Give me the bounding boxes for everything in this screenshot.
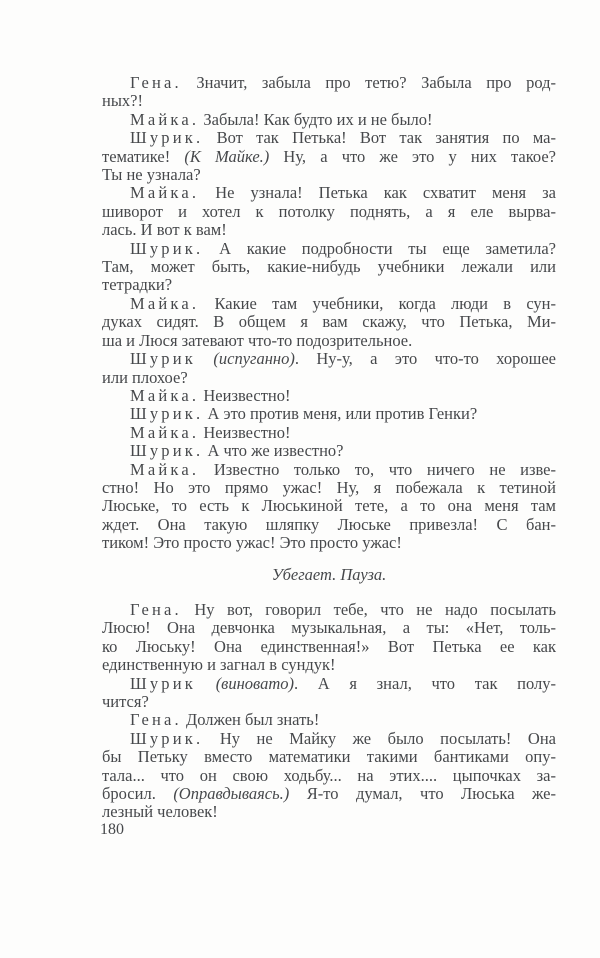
speaker-name: Гена. bbox=[130, 710, 182, 730]
dialogue-text: бросил. bbox=[102, 784, 174, 804]
paragraph bbox=[102, 405, 556, 423]
text-line bbox=[102, 111, 556, 129]
text-line bbox=[102, 148, 556, 166]
dialogue-text: Там, может быть, какие-нибудь учебники лежали или bbox=[102, 257, 556, 277]
text-line bbox=[102, 387, 556, 405]
speaker-name: Майка. bbox=[130, 183, 200, 203]
dialogue-text: Не узнала! Петька как схватит меня за bbox=[199, 183, 556, 203]
speaker-name: Майка. bbox=[130, 293, 200, 313]
text-line bbox=[102, 638, 556, 656]
dialogue-text: ша и Люся затевают что-то подозрительное. bbox=[102, 330, 413, 350]
text-line bbox=[102, 516, 556, 534]
dialogue-text: лась. И вот к вам! bbox=[102, 220, 227, 240]
dialogue-text: тиком! Это просто ужас! Это просто ужас! bbox=[102, 533, 402, 553]
paragraph bbox=[102, 295, 556, 350]
paragraph bbox=[102, 74, 556, 111]
dialogue-text: шиворот и хотел к потолку поднять, а я еле вырва- bbox=[102, 201, 556, 221]
dialogue-text: тетрадки? bbox=[102, 275, 173, 295]
text-line bbox=[102, 601, 556, 619]
dialogue-text: Известно только то, что ничего не изве- bbox=[199, 459, 556, 479]
stage-cue: (испуганно) bbox=[213, 349, 295, 369]
stage-direction bbox=[102, 566, 556, 584]
speaker-name: Шурик. bbox=[130, 238, 204, 258]
speaker-name: Шурик bbox=[130, 349, 196, 369]
dialogue-text: . А я знал, что так полу- bbox=[294, 673, 556, 693]
speaker-name: Гена. bbox=[130, 73, 182, 92]
text-line bbox=[102, 803, 556, 821]
text-line bbox=[102, 74, 556, 92]
paragraph bbox=[102, 424, 556, 442]
speaker-name: Майка. bbox=[130, 385, 200, 405]
dialogue-text: чится? bbox=[102, 692, 149, 711]
text-line bbox=[102, 534, 556, 552]
text-line bbox=[102, 221, 556, 239]
text-line bbox=[102, 258, 556, 276]
dialogue-text: Я-то думал, что Люська же- bbox=[289, 784, 556, 804]
paragraph bbox=[102, 601, 556, 675]
dialogue-text: тала... что он свою ходьбу... на этих.... цыпочках за- bbox=[102, 765, 556, 785]
speaker-name: Шурик. bbox=[130, 441, 204, 461]
text-line bbox=[102, 166, 556, 184]
text-line bbox=[102, 295, 556, 313]
dialogue-text: ждет. Она такую шляпку Люське привезла! С бан- bbox=[102, 514, 556, 534]
text-line bbox=[102, 350, 556, 368]
paragraph bbox=[102, 387, 556, 405]
dialogue-text: стно! Но это прямо ужас! Ну, я побежала к тетиной bbox=[102, 477, 556, 497]
text-line bbox=[102, 276, 556, 294]
paragraph bbox=[102, 442, 556, 460]
text-line bbox=[102, 240, 556, 258]
dialogue-text: Ну не Майку же было посылать! Она bbox=[203, 728, 556, 748]
text-line bbox=[102, 656, 556, 674]
dialogue-text: Ты не узнала? bbox=[102, 165, 201, 185]
paragraph bbox=[102, 184, 556, 239]
dialogue-text: Люське, то есть к Люськиной тете, а то она меня там bbox=[102, 496, 556, 516]
text-line bbox=[102, 369, 556, 387]
dialogue-text: дуках сидят. В общем я вам скажу, что Петька, Ми- bbox=[102, 312, 556, 332]
dialogue-text: Значит, забыла про тетю? Забыла про род- bbox=[181, 73, 556, 92]
speaker-name: Шурик. bbox=[130, 404, 204, 424]
stage-cue: (Оправдываясь.) bbox=[173, 784, 290, 804]
text-line bbox=[102, 92, 556, 110]
dialogue-text: Люсю! Она девчонка музыкальная, а ты: «Нет, толь- bbox=[102, 618, 556, 638]
paragraph bbox=[102, 730, 556, 822]
text-line bbox=[102, 785, 556, 803]
text-line bbox=[102, 461, 556, 479]
paragraph bbox=[102, 111, 556, 129]
text-line bbox=[102, 442, 556, 460]
dialogue-text: единственную и загнал в сундук! bbox=[102, 655, 336, 675]
dialogue-text bbox=[196, 349, 213, 368]
stage-cue: (К Майке.) bbox=[184, 146, 270, 166]
text-block bbox=[102, 74, 556, 822]
stage-cue: Убегает. Пауза. bbox=[271, 564, 387, 584]
speaker-name: Шурик. bbox=[130, 728, 204, 748]
dialogue-text: лезный человек! bbox=[102, 802, 218, 822]
text-line bbox=[102, 479, 556, 497]
dialogue-text: или плохое? bbox=[102, 367, 188, 387]
speaker-name: Майка. bbox=[130, 422, 200, 442]
paragraph bbox=[102, 129, 556, 184]
speaker-name: Майка. bbox=[130, 459, 200, 479]
paragraph bbox=[102, 461, 556, 553]
dialogue-text bbox=[196, 674, 216, 693]
speaker-name: Гена. bbox=[130, 599, 182, 619]
dialogue-text: А какие подробности ты еще заметила? bbox=[203, 238, 556, 258]
dialogue-text: Вот так Петька! Вот так занятия по ма- bbox=[203, 128, 556, 148]
speaker-name: Шурик bbox=[130, 673, 196, 693]
text-line bbox=[102, 184, 556, 202]
text-line bbox=[102, 129, 556, 147]
text-line bbox=[102, 748, 556, 766]
speaker-name: Майка. bbox=[130, 109, 200, 129]
text-line bbox=[102, 313, 556, 331]
dialogue-text: ко Люську! Она единственная!» Вот Петька ее как bbox=[102, 636, 556, 656]
text-line bbox=[102, 203, 556, 221]
text-line bbox=[102, 332, 556, 350]
text-line bbox=[102, 424, 556, 442]
dialogue-text: А что же известно? bbox=[203, 441, 344, 461]
dialogue-text: Ну, а что же это у них такое? bbox=[269, 146, 556, 166]
dialogue-text: Ну вот, говорил тебе, что не надо посылать bbox=[181, 599, 556, 619]
text-line bbox=[102, 619, 556, 637]
dialogue-text: . Ну-у, а это что-то хорошее bbox=[294, 349, 556, 369]
paragraph bbox=[102, 240, 556, 295]
dialogue-text: Какие там учебники, когда люди в сун- bbox=[199, 293, 556, 313]
text-line bbox=[102, 711, 556, 729]
speaker-name: Шурик. bbox=[130, 128, 204, 148]
dialogue-text: Неизвестно! bbox=[199, 385, 291, 405]
text-line bbox=[102, 767, 556, 785]
dialogue-text: Должен был знать! bbox=[181, 710, 320, 730]
dialogue-text: А это против меня, или против Генки? bbox=[203, 404, 478, 424]
paragraph bbox=[102, 675, 556, 712]
dialogue-text: Неизвестно! bbox=[199, 422, 291, 442]
text-line bbox=[102, 730, 556, 748]
dialogue-text: Забыла! Как будто их и не было! bbox=[199, 109, 433, 129]
paragraph bbox=[102, 711, 556, 729]
text-line bbox=[102, 405, 556, 423]
page-number: 180 bbox=[100, 821, 124, 838]
dialogue-text: ных?! bbox=[102, 91, 143, 111]
text-line bbox=[102, 675, 556, 693]
dialogue-text: тематике! bbox=[102, 146, 185, 166]
text-line bbox=[102, 497, 556, 515]
text-line bbox=[102, 693, 556, 711]
paragraph bbox=[102, 350, 556, 387]
dialogue-text: бы Петьку вместо математики такими бантиками опу- bbox=[102, 747, 556, 767]
stage-cue: (виновато) bbox=[215, 673, 294, 693]
